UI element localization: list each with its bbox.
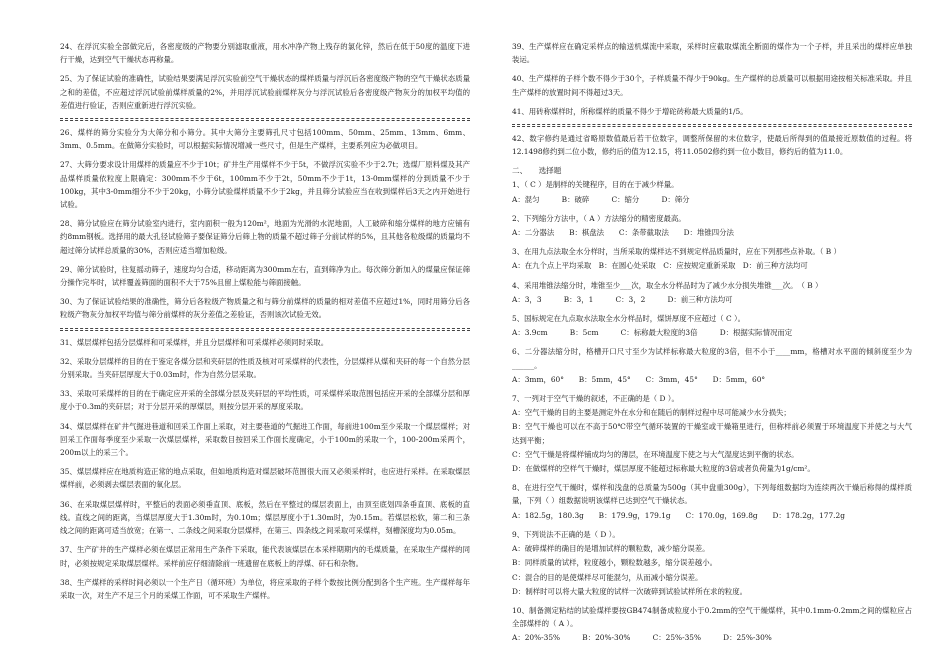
section-heading: 二、 选择题 [512, 166, 562, 176]
question-2: 2、下列缩分方法中，（ A ）方法缩分的精密度最高。 [512, 213, 686, 223]
question-9-option-a: A：破碎煤样的确目的是增加试样的颗粒数，减少缩分误差。 [512, 544, 710, 554]
question-7-option-d: D：在做煤样的空样气干燥时，煤层厚度不能超过标称最大粒度的3倍或者负荷量为1g/cm²。 [512, 464, 815, 474]
question-6: 6、二分器法缩分时，格槽开口尺寸至少为试样标称最大粒度的3倍，但不小于____mm，格槽对水平面的倾斜度至少为______。 [512, 347, 912, 370]
question-8: 8、在进行空气干燥时，煤样和浅盘的总质量为500g（其中盘重300g），下列每组数据均为连续两次干燥后称得的煤样质量，下列（ ）组数据说明该煤样已达到空气干燥状态。 [512, 483, 912, 506]
divider [60, 118, 470, 121]
question-7-option-a: A：空气干燥的目的主要是测定外在水分和在随后的制样过程中尽可能减少水分损失； [512, 408, 791, 418]
right-column [512, 40, 912, 651]
item-34: 34、煤层煤样在矿井气掘进巷道和回采工作面上采取，对主要巷道的气掘进工作面，每前进100m至少采取一个煤层煤样；对回采工作面每季度至少采取一次煤层煤样，采取数目按回采工作面长度确定，小于100m的采取一个，100-200m采两个，200m以上的采三个。 [60, 421, 470, 458]
item-41: 41、用砖称煤样时，所称煤样的质量不得少于增砣砖称最大质量的1/5。 [512, 106, 748, 116]
item-30: 30、为了保证试验结果的准确性，筛分后各粒级产物质量之和与筛分前煤样的质量的相对差值不应超过1%，同时用筛分后各粒级产物灰分加权平均值与筛分前煤样的灰分差值之差验证，否则该次试验无效。 [60, 297, 470, 320]
question-1: 1、（ C ）是制样的关键程序，目的在于减少样量。 [512, 180, 679, 190]
question-5-options: A：3.9cm B：5cm C：标称最大粒度的3倍 D：根据实际情况而定 [512, 328, 793, 338]
question-9-option-d: D：制样时可以将大量大粒度的试样一次破碎到试验试样所在求的粒度。 [512, 586, 748, 596]
item-31: 31、煤层煤样包括分层煤样和可采煤样，并且分层煤样和可采煤样必须同时采取。 [60, 337, 329, 347]
question-3: 3、在用九点法取全水分样时，当所采取的煤样达不到规定样品质量时，应在下列那些点补取。（ B ） [512, 247, 841, 257]
item-42: 42、数字修约是通过省略原数值最后若干位数字，调整所保留的末位数字，使最后所得到的值最接近原数值的过程。将12.1498修约到二位小数，修约后的值为12.15，将11.0502修约到一位小数目，修约后的值为11.0。 [512, 134, 912, 157]
question-4-options: A：3，3 B：3，1 C：3，2 D：前三种方法均可 [512, 294, 733, 304]
question-7: 7、一列对于空气干燥的叙述，不正确的是（ D ）。 [512, 394, 679, 404]
item-25: 25、为了保证试验的准确性，试验结果要满足浮沉实验前空气干燥状态的煤样质量与浮沉后各密度级产物的空气干燥状态质量之和的差值，不应超过浮沉试验前煤样质量的2%，并用浮沉试验前煤样灰分与浮沉试验后各密度级产物灰分的加权平均值的差值进行验证，否则应重新进行浮沉实验。 [60, 74, 470, 110]
question-10-options: A：20%-35% B：20%-30% C：25%-35% D：25%-30% [512, 633, 772, 643]
question-9: 9、下列说法不正确的是（ D ）。 [512, 529, 620, 539]
question-10: 10、制备测定粘结的试验煤样要按GB474制备成粒度小于0.2mm的空气干燥煤样，其中0.1mm-0.2mm之间的煤粒应占全部煤样的（ A ）。 [512, 605, 912, 629]
item-40: 40、生产煤样的子样个数不得少于30个，子样质量不得少于90kg。生产煤样的总质量可以根据用途按相关标准采取。并且生产煤样的放置时间不得超过3天。 [512, 74, 912, 97]
item-28: 28、筛分试验应在筛分试验室内进行，室内面积一般为120m²，地面为光滑的水泥地面，人工破碎和缩分煤样的地方应铺有约8mm钢板。选择用的最大孔径试验筛子要保证筛分后筛上物的质量不超过筛子分前试样的5%，且其他各粒级煤的质量均不超过筛分试样总质量的30%，否则应适当增加粒级。 [60, 219, 470, 255]
divider [60, 328, 470, 331]
question-2-options: A：二分器法 B：棋盘法 C：条带截取法 D：堆锥四分法 [512, 228, 734, 238]
item-39: 39、生产煤样应在确定采样点的输送机煤流中采取，采样时应截取煤流全断面的煤作为一个子样，并且采出的煤样应单独装运。 [512, 42, 912, 65]
item-27: 27、大筛分要求设计用煤样的质量应不少于10t；矿井生产用煤样不少于5t，不做浮沉实验不少于2.7t；选煤厂原料煤及其产品煤样质量依粒度上限确定：300mm不少于6t，100mm不少于2t，50mm不少于1t，13-0mm煤样的分到质量不少于100kg，其中3-0mm细分不少于20kg，小筛分试验煤样质量不少于2kg，并且筛分试验应当在收到煤样后3天之内开始进行试验。 [60, 160, 470, 210]
item-35: 35、煤层煤样应在地质构造正常的地点采取，但如地质构造对煤层破坏范围很大而又必须采样时，也应进行采样。在采取煤层煤样前，必须剥去煤层表面的氧化层。 [60, 467, 470, 490]
item-32: 32、采取分层煤样的目的在于鉴定各煤分层和夹矸层的性质及核对可采煤样的代表性，分层煤样从煤和夹矸的每一个自然分层分别采取。当夹矸层厚度大于0.03m时，作为自然分层采取。 [60, 356, 470, 380]
item-33: 33、采取可采煤样的目的在于确定应开采的全部煤分层及夹矸层的平均性质，可采煤样采取范围包括应开采的全部煤分层和厚度小于0.3m的夹矸层；对于分层开采的厚煤层，则按分层开采的厚度采取。 [60, 389, 470, 412]
question-7-option-b: B：空气干燥也可以在不高于50℃带空气循环装置的干燥室或干燥箱里进行，但称样前必须置于环境温度下并使之与大气达到平衡； [512, 422, 912, 445]
item-29: 29、筛分试验时，往复摇动筛子，速度均匀合适，移动距离为300mm左右，直到筛净为止。每次筛分新加入的煤量应保证筛分操作完毕时，试样覆盖筛面的面积不大于75%且留上煤粒能与筛面接触。 [60, 264, 470, 288]
item-26: 26、煤样的筛分实验分为大筛分和小筛分。其中大筛分主要筛孔尺寸包括100mm、50mm、25mm、13mm、6mm、3mm、0.5mm。在做筛分实验时，可以根据实际情况增减一些尺寸，但是生产煤样，主要系列应为必做项目。 [60, 128, 470, 151]
question-3-options: A：在九个点上平均采取 B：在圆心处采取 C：应按规定重新采取 D：前三种方法均可 [512, 261, 808, 271]
item-37: 37、生产矿井的生产煤样必须在煤层正常用生产条件下采取，能代表该煤层在本采样期期内的毛煤质量，在采取生产煤样的同时，必须按规定采取煤层煤样。采样前应仔细清除前一班遗留在底板上的浮煤、矸石和杂物。 [60, 545, 470, 568]
question-5: 5、国标规定在九点取水法取全水分样品时，煤饼厚度不应超过（ C ）。 [512, 314, 746, 324]
question-9-option-b: B：同样质量的试样，粒度越小，颗粒数越多，缩分误差越小。 [512, 558, 717, 568]
divider [512, 124, 912, 127]
item-36: 36、在采取煤层煤样时，平整后的表面必须垂直顶、底板，然后在平整过的煤层表面上，由顶至底划四条垂直顶、底板的直线。直线之间的距离，当煤层厚度大于1.30m时，为0.10m；煤层厚度小于1.30m时，为0.15m。若煤层松软，第二和三条线之间的距离可适当放宽；在第一、二条线之间采取分层煤样，在第三、四条线之间采取可采煤样，刻槽深度均为0.05m。 [60, 499, 470, 536]
item-24: 24、在浮沉实验全部做完后，各密度级的产物要分别滤取重液，用水冲净产物上残存的氯化锌，然后在低于50度的温度下进行干燥，达到空气干燥状态再称量。 [60, 42, 470, 65]
question-6-options: A：3mm，60° B：5mm，45° C：3mm，45° D：5mm，60° [512, 374, 766, 384]
left-column [60, 40, 470, 608]
question-7-option-c: C：空气干燥是将煤样铺成均匀的薄层，在环境温度下使之与大气湿度达到平衡的状态。 [512, 449, 799, 459]
question-9-option-c: C：混合的目的是使煤样尽可能混匀，从而减小缩分误差。 [512, 572, 703, 582]
question-1-options: A：混匀 B：破碎 C：缩分 D：筛分 [512, 194, 690, 204]
question-4: 4、采用堆锥法缩分时，堆锥至少___次，取全水分样品时为了减少水分损失堆锥___次。 （ B ） [512, 280, 823, 290]
item-38: 38、生产煤样的采样时间必须以一个生产日（循环班）为单位，将应采取的子样个数按比例分配到各个生产班。生产煤样每年采取一次，对生产不足三个月的采煤工作面，可不采取生产煤样。 [60, 577, 470, 600]
question-8-options: A：182.5g，180.3g B：179.9g，179.1g C：170.0g，169.8g D：178.2g，177.2g [512, 510, 845, 520]
